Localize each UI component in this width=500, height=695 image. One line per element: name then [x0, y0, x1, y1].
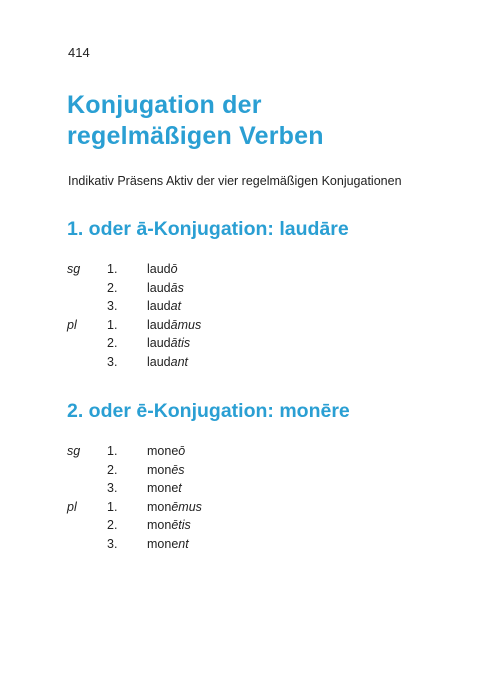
verb-stem: laud	[147, 317, 171, 332]
verb-ending: ēmus	[171, 499, 202, 514]
verb-form	[147, 336, 190, 350]
page-title	[67, 90, 324, 152]
person-number: 3.	[107, 536, 118, 551]
conjugation-row	[67, 444, 367, 463]
number-label: sg	[67, 262, 81, 276]
verb-ending: at	[170, 299, 182, 314]
verb-form	[147, 355, 188, 369]
verb-stem: mon	[147, 462, 172, 477]
person-number: 2.	[107, 280, 118, 295]
number-label: pl	[67, 499, 77, 514]
verb-ending: nt	[178, 536, 189, 551]
number-label: sg	[67, 444, 81, 458]
conjugation-row	[67, 336, 367, 355]
conjugation-table-e	[67, 444, 367, 556]
verb-stem: laud	[147, 280, 171, 295]
verb-stem: laud	[147, 336, 171, 351]
verb-form	[147, 299, 181, 313]
person-number: 1.	[107, 444, 118, 458]
person-number: 3.	[107, 481, 118, 496]
verb-stem: laud	[147, 354, 171, 369]
verb-ending: ēs	[171, 462, 185, 477]
person-number: 3.	[107, 354, 118, 369]
verb-ending: ās	[170, 280, 184, 295]
verb-ending: āmus	[170, 317, 202, 332]
conjugation-row	[67, 500, 367, 519]
verb-form	[147, 481, 182, 495]
conjugation-row	[67, 262, 367, 281]
verb-ending: ō	[178, 444, 186, 458]
verb-stem: mone	[147, 444, 179, 458]
verb-ending: ant	[170, 354, 189, 369]
intro-text: Indikativ Präsens Aktiv der vier regelmäßigen Konjugationen	[68, 174, 402, 188]
verb-stem: mone	[147, 536, 179, 551]
conjugation-row	[67, 355, 367, 374]
person-number: 1.	[107, 262, 118, 276]
verb-ending: t	[178, 481, 182, 496]
person-number: 2.	[107, 518, 118, 533]
verb-form	[147, 444, 185, 458]
person-number: 3.	[107, 299, 118, 314]
person-number: 1.	[107, 317, 118, 332]
conjugation-row	[67, 481, 367, 500]
verb-form	[147, 518, 191, 532]
person-number: 1.	[107, 499, 118, 514]
conjugation-row	[67, 518, 367, 537]
conjugation-table-a	[67, 262, 367, 374]
person-number: 2.	[107, 336, 118, 351]
verb-ending: ō	[170, 262, 178, 276]
conjugation-row	[67, 318, 367, 337]
verb-form	[147, 281, 184, 295]
page-number: 414	[68, 45, 90, 60]
title-line-1: Konjugation der	[67, 91, 262, 119]
verb-ending: ātis	[170, 336, 191, 351]
conjugation-row	[67, 281, 367, 300]
number-label: pl	[67, 317, 77, 332]
verb-ending: ētis	[171, 518, 191, 533]
section-heading-a-conjugation: 1. oder ā-Konjugation: laudāre	[67, 218, 349, 240]
verb-stem: mon	[147, 499, 172, 514]
verb-stem: laud	[147, 299, 171, 314]
verb-stem: laud	[147, 262, 171, 276]
person-number: 2.	[107, 462, 118, 477]
conjugation-row	[67, 537, 367, 556]
verb-stem: mon	[147, 518, 172, 533]
verb-form	[147, 262, 178, 276]
verb-form	[147, 537, 189, 551]
title-line-2: regelmäßigen Verben	[67, 122, 324, 150]
verb-stem: mone	[147, 481, 179, 496]
verb-form	[147, 318, 201, 332]
verb-form	[147, 500, 202, 514]
verb-form	[147, 463, 185, 477]
section-heading-e-conjugation: 2. oder ē-Konjugation: monēre	[67, 400, 350, 422]
conjugation-row	[67, 463, 367, 482]
conjugation-row	[67, 299, 367, 318]
